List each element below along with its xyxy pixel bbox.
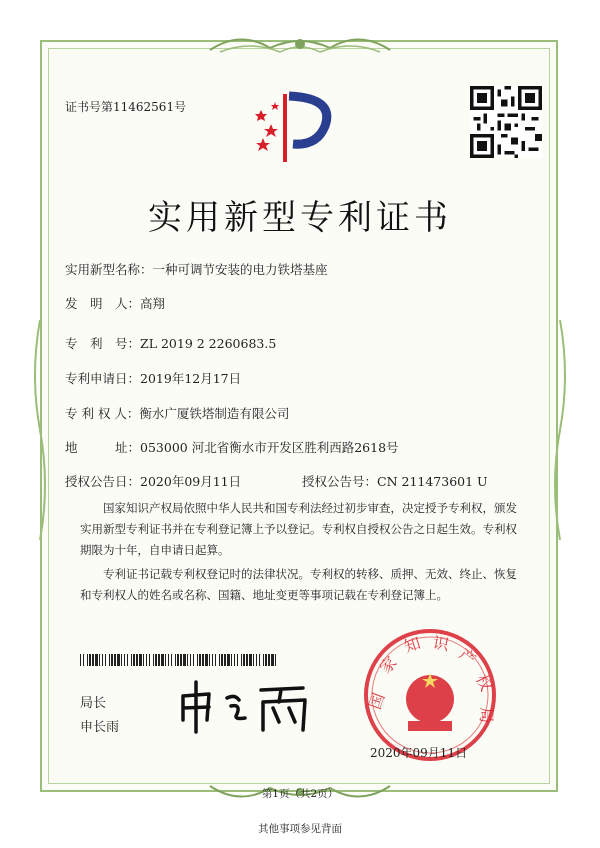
svg-text:家: 家 [375,652,401,678]
inventor [65,294,165,312]
grant-number-label: 授权公告号： [302,474,378,489]
patent-number [65,334,276,352]
utility-model-name-value: 一种可调节安装的电力铁塔基座 [152,262,328,277]
inventor-label: 发 明 人： [65,296,141,311]
patent-office-logo-icon [255,88,345,166]
address-label: 地 址： [65,440,141,455]
utility-model-name [65,260,328,278]
patent-number-label: 专 利 号： [65,336,141,351]
legal-status-paragraph: 专利证书记载专利权登记时的法律状况。专利权的转移、质押、无效、终止、恢复和专利权人的姓名或名称、国籍、地址变更等事项记载在专利登记簿上。 [80,567,517,602]
certificate-title: 实用新型专利证书 [148,198,452,238]
grant-number [302,472,488,490]
top-ornament-icon [200,30,400,60]
svg-text:知: 知 [401,633,423,657]
handwritten-signature-icon [175,676,325,736]
svg-text:产: 产 [455,644,480,670]
grant-number-value: CN 211473601 U [377,474,488,489]
grant-date-label: 授权公告日： [65,474,141,489]
footer-note: 其他事项参见背面 [258,823,342,835]
grant-statement-paragraph: 国家知识产权局依照中华人民共和国专利法经过初步审查，决定授予专利权，颁发实用新型专利证书并在专利登记簿上予以登记。专利权自授权公告之日起生效。专利权期限为十年，自申请日起算。 [80,501,517,557]
director-title: 局长 [80,696,107,711]
address-value: 053000 河北省衡水市开发区胜利西路2618号 [140,440,399,455]
filing-date-value: 2019年12月17日 [140,371,242,386]
patent-owner-value: 衡水广厦铁塔制造有限公司 [139,406,290,421]
right-ornament-icon [550,320,570,540]
director-name: 申长雨 [80,720,120,735]
page-number: 第1页（共2页） [261,788,339,800]
address [65,438,399,456]
utility-model-name-label: 实用新型名称： [65,262,153,277]
patent-owner-label: 专 利 权 人： [65,406,140,421]
patent-number-value: ZL 2019 2 2260683.5 [140,336,277,351]
svg-text:权: 权 [471,671,496,694]
filing-date [65,369,241,387]
svg-text:识: 识 [431,632,451,655]
inventor-value: 高翔 [140,296,166,311]
left-ornament-icon [30,320,50,540]
patent-owner [65,404,289,422]
barcode-icon [80,654,276,666]
svg-text:局: 局 [476,706,497,724]
qr-code-icon [470,86,542,158]
filing-date-label: 专利申请日： [65,371,141,386]
seal-date: 2020年09月11日 [370,746,468,760]
grant-date [65,472,241,490]
certificate-number: 证书号第11462561号 [65,100,187,114]
svg-text:国: 国 [365,690,389,712]
grant-date-value: 2020年09月11日 [140,474,242,489]
